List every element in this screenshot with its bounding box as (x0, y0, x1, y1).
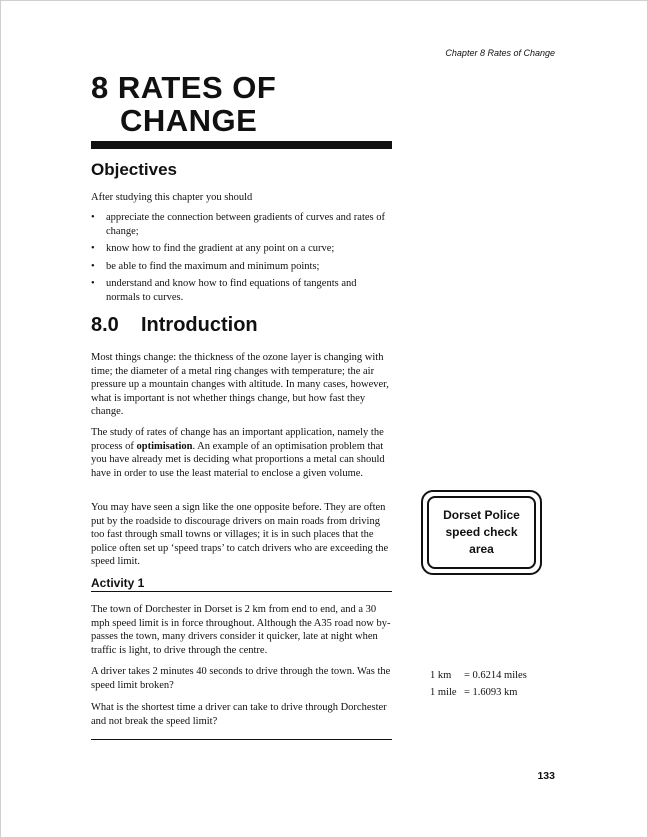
objectives-list (91, 211, 391, 308)
title-rule (91, 141, 392, 149)
objectives-heading: Objectives (91, 160, 177, 179)
conversion-km-value: = 0.6214 miles (464, 670, 527, 681)
conversion-mile (430, 686, 517, 699)
activity-top-rule (91, 591, 392, 592)
objective-item (91, 242, 391, 256)
objective-text: understand and know how to find equations of tangents and normals to curves. (106, 278, 357, 303)
objective-text: know how to find the gradient at any point on a curve; (106, 243, 335, 254)
sign-text (443, 507, 520, 558)
objectives-intro: After studying this chapter you should (91, 192, 253, 203)
conversion-km-unit: 1 km (430, 670, 452, 681)
speed-check-sign (421, 490, 542, 575)
bullet-icon: • (91, 243, 95, 254)
objective-item (91, 211, 391, 238)
activity-heading: Activity 1 (91, 576, 145, 590)
speed-check-sign-inner (427, 496, 536, 569)
sign-line-3: area (469, 542, 494, 556)
section-number: 8.0 (91, 314, 119, 336)
intro-paragraph-1: Most things change: the thickness of the ozone layer is changing with time; the diameter of a metal ring changes with temperature; the air pressure up a mountain changes with altitude. In many cases, however, what is important is not whether things change, but how fast they change. (91, 352, 389, 417)
conversion-km (430, 669, 527, 682)
keyword-optimisation: optimisation (136, 440, 193, 452)
bullet-icon: • (91, 278, 95, 289)
activity-paragraph-3: What is the shortest time a driver can take to drive through Dorchester and not break the speed limit? (91, 702, 387, 727)
objective-item (91, 260, 391, 274)
page-number: 133 (537, 770, 555, 782)
bullet-icon: • (91, 212, 95, 223)
sign-line-2: speed check (445, 525, 518, 539)
chapter-title (91, 71, 401, 137)
chapter-title-line1: 8 RATES OF (91, 70, 277, 105)
objective-item (91, 277, 391, 304)
bullet-icon: • (91, 260, 95, 272)
intro-paragraph-2-end: . An example of an optimisation problem that you have already met is deciding what proportions a metal can should have in order to use the least material to enclose a given volume. (91, 440, 385, 479)
sign-line-1: Dorset Police (443, 508, 520, 522)
activity-bottom-rule (91, 739, 392, 740)
intro-paragraph-2 (91, 426, 393, 480)
chapter-title-line2: CHANGE (120, 103, 258, 138)
intro-paragraph-2-start: The study of rates of change has an important application, namely the process of (91, 427, 384, 452)
section-heading (91, 314, 258, 337)
objective-text: appreciate the connection between gradients of curves and rates of change; (106, 212, 385, 237)
conversion-mile-unit: 1 mile (430, 687, 457, 698)
running-head: Chapter 8 Rates of Change (445, 48, 555, 58)
activity-paragraph-2: A driver takes 2 minutes 40 seconds to drive through the town. Was the speed limit broken? (91, 666, 391, 691)
objective-text: be able to find the maximum and minimum points; (106, 260, 320, 272)
intro-paragraph-3: You may have seen a sign like the one opposite before. They are often put by the roadside to discourage drivers on main roads from driving too fast through small towns or villages; it is in such places that the police often set up ‘speed traps’ to catch drivers who are exceeding the speed limit. (91, 502, 389, 567)
activity-paragraph-1: The town of Dorchester in Dorset is 2 km from end to end, and a 30 mph speed limit is in force throughout. Although the A35 road now by-passes the town, many drivers consider it quicker, late at night when traffic is light, to drive through the centre. (91, 604, 391, 656)
conversion-mile-value: = 1.6093 km (464, 687, 518, 698)
section-title: Introduction (141, 314, 258, 336)
